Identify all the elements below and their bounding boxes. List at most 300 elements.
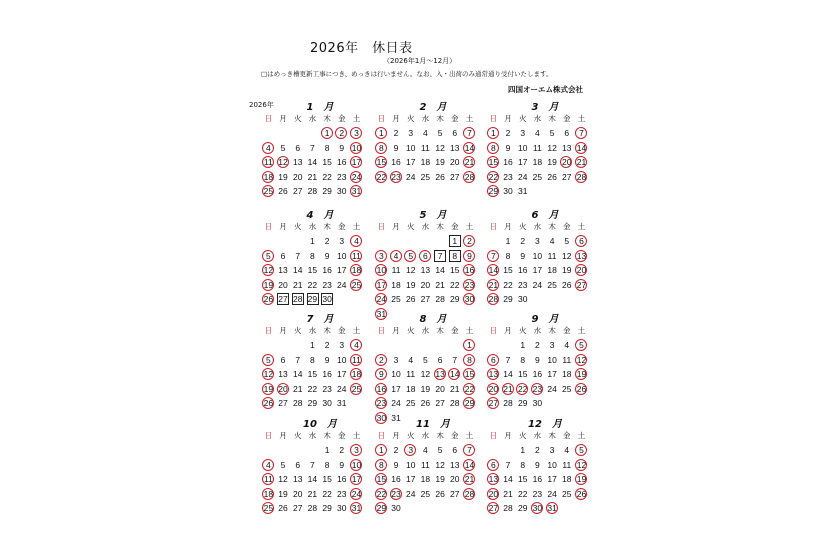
day-cell: 12: [278, 474, 288, 485]
holiday-day: 1: [320, 126, 335, 140]
day-cell: 25: [562, 383, 572, 394]
empty-day: [276, 126, 291, 140]
month-suffix: 月: [548, 314, 559, 325]
day-cell: 10: [405, 459, 416, 470]
holiday-day: 25: [261, 501, 276, 515]
weekday-header: [261, 112, 373, 126]
weekday-label: 土: [465, 222, 474, 231]
weekday-header: [374, 324, 486, 338]
day-cell: 18: [420, 474, 431, 485]
month-suffix: 月: [326, 419, 337, 430]
holiday-day: 5: [574, 443, 589, 457]
weekday-label: 火: [518, 431, 527, 440]
day-cell: 24: [337, 279, 347, 290]
day-cell: 22: [503, 279, 513, 290]
week-row: [374, 353, 486, 368]
empty-day: [290, 443, 305, 457]
day-cell: 15: [450, 265, 460, 276]
day-cell: 17: [405, 474, 416, 485]
weekday-label: 水: [533, 431, 542, 440]
weekday-label: 金: [563, 431, 571, 440]
day-cell: 2: [324, 236, 330, 246]
day-cell: 31: [337, 398, 347, 409]
day-cell: 28: [307, 503, 318, 514]
day-cell: 29: [517, 398, 528, 409]
day-cell: 2: [393, 445, 399, 455]
day-cell: 8: [310, 250, 315, 261]
day-cell: 22: [307, 383, 318, 394]
weekday-label: 火: [518, 326, 527, 335]
holiday-day: 5: [261, 249, 276, 263]
day-cell: 16: [322, 265, 332, 276]
month-7: [261, 310, 373, 411]
holiday-day: 3: [349, 443, 364, 457]
holiday-day: 11: [349, 353, 364, 367]
day-cell: 22: [517, 488, 528, 499]
day-cell: 25: [562, 488, 572, 499]
day-cell: 15: [307, 265, 318, 276]
weekday-label: 金: [563, 114, 571, 123]
day-cell: 22: [322, 171, 332, 182]
week-row: [374, 487, 486, 502]
day-cell: 5: [437, 128, 443, 138]
holiday-day: 7: [462, 443, 477, 457]
holiday-day: 4: [389, 249, 404, 263]
month-title: [267, 415, 373, 429]
day-cell: 8: [520, 354, 526, 365]
week-row: [486, 249, 598, 264]
holiday-day: 31: [349, 184, 364, 198]
day-cell: 4: [423, 445, 428, 455]
empty-day: [305, 443, 320, 457]
day-cell: 28: [292, 398, 303, 409]
month-title: [380, 415, 486, 429]
day-cell: 18: [562, 474, 572, 485]
holiday-day: 4: [349, 338, 364, 352]
holiday-day: 29: [374, 501, 389, 515]
weekday-label: 木: [323, 114, 331, 123]
holiday-day: 6: [574, 234, 589, 248]
week-row: [486, 263, 598, 278]
day-cell: 13: [450, 142, 460, 153]
month-number: 4: [306, 210, 314, 221]
day-cell: 23: [322, 383, 332, 394]
month-number: 5: [419, 210, 427, 221]
day-cell: 19: [278, 171, 288, 182]
month-number: 8: [419, 314, 427, 325]
month-10: [261, 415, 373, 516]
weekday-label: 月: [392, 431, 400, 440]
day-cell: 17: [547, 369, 557, 380]
holiday-day: 14: [447, 367, 462, 381]
holiday-day: 12: [574, 458, 589, 472]
month-title: [267, 206, 373, 220]
holiday-day: 23: [389, 170, 404, 184]
day-cell: 23: [532, 488, 543, 499]
empty-day: [261, 234, 276, 248]
day-cell: 21: [292, 383, 303, 394]
weekday-header: [374, 429, 486, 443]
day-cell: 21: [450, 383, 460, 394]
weekday-label: 火: [518, 222, 527, 231]
day-cell: 27: [562, 171, 572, 182]
day-cell: 10: [532, 250, 543, 261]
holiday-day: 18: [261, 170, 276, 184]
holiday-day: 28: [574, 170, 589, 184]
holiday-day: 23: [530, 382, 545, 396]
holiday-day: 28: [486, 292, 501, 306]
shutdown-day: 27: [276, 292, 291, 306]
holiday-day: 17: [349, 472, 364, 486]
holiday-day: 19: [574, 472, 589, 486]
day-cell: 23: [517, 279, 528, 290]
week-row: [486, 501, 598, 516]
day-cell: 7: [505, 354, 511, 365]
weekday-label: 火: [406, 431, 415, 440]
week-row: [261, 353, 373, 368]
empty-day: [403, 234, 418, 248]
holiday-day: 27: [486, 501, 501, 515]
day-cell: 15: [503, 265, 513, 276]
day-cell: 9: [324, 250, 330, 261]
empty-day: [418, 338, 433, 352]
holiday-day: 11: [349, 249, 364, 263]
month-suffix: 月: [551, 419, 562, 430]
month-title: [380, 310, 486, 324]
day-cell: 7: [310, 142, 315, 153]
month-suffix: 月: [436, 102, 447, 113]
holiday-day: 26: [574, 382, 589, 396]
day-cell: 25: [420, 171, 431, 182]
weekday-label: 日: [377, 326, 386, 335]
week-row: [374, 170, 486, 185]
week-row: [374, 338, 486, 353]
empty-day: [261, 338, 276, 352]
empty-day: [374, 234, 389, 248]
period-subtitle: （2026年1月～12月）: [383, 57, 457, 65]
day-cell: 11: [532, 142, 542, 153]
holiday-day: 19: [261, 382, 276, 396]
day-cell: 2: [505, 128, 511, 138]
month-1: [261, 98, 373, 199]
month-5: [374, 206, 486, 322]
week-row: [486, 382, 598, 397]
week-row: [261, 396, 373, 411]
week-row: [261, 338, 373, 353]
holiday-day: 18: [349, 263, 364, 277]
week-row: [374, 382, 486, 397]
day-cell: 14: [292, 369, 303, 380]
week-row: [261, 443, 373, 458]
holiday-day: 4: [261, 458, 276, 472]
day-cell: 7: [310, 459, 315, 470]
holiday-day: 22: [486, 170, 501, 184]
holiday-day: 2: [334, 126, 349, 140]
day-cell: 21: [435, 279, 445, 290]
month-4: [261, 206, 373, 307]
weekday-label: 土: [577, 326, 586, 335]
holiday-day: 10: [349, 458, 364, 472]
day-cell: 22: [450, 279, 460, 290]
day-cell: 17: [517, 157, 528, 168]
weekday-label: 土: [352, 114, 361, 123]
day-cell: 14: [435, 265, 445, 276]
day-cell: 2: [520, 236, 526, 246]
day-cell: 18: [420, 157, 431, 168]
empty-day: [290, 338, 305, 352]
weekday-label: 月: [279, 431, 287, 440]
day-cell: 24: [547, 488, 557, 499]
weekday-label: 月: [279, 326, 287, 335]
holiday-day: 5: [574, 338, 589, 352]
day-cell: 22: [307, 279, 318, 290]
weekday-label: 金: [451, 222, 459, 231]
day-cell: 27: [292, 503, 303, 514]
holiday-day: 24: [374, 292, 389, 306]
day-cell: 5: [564, 236, 570, 246]
holiday-day: 21: [486, 278, 501, 292]
day-cell: 9: [339, 142, 345, 153]
day-cell: 28: [503, 398, 513, 409]
week-row: [261, 458, 373, 473]
week-row: [374, 458, 486, 473]
day-cell: 3: [549, 340, 555, 350]
holiday-day: 4: [349, 234, 364, 248]
day-cell: 21: [307, 488, 318, 499]
week-row: [374, 278, 486, 293]
month-number: 11: [416, 419, 430, 430]
empty-day: [486, 338, 501, 352]
week-row: [374, 292, 486, 307]
weekday-label: 月: [504, 114, 512, 123]
weekday-label: 火: [293, 431, 302, 440]
day-cell: 27: [450, 171, 460, 182]
holiday-day: 28: [462, 487, 477, 501]
day-cell: 15: [322, 157, 332, 168]
maintenance-note: □はめっき槽更新工事につき、めっきは行いません。なお、入・出荷のみ通常通り受付いたします。: [261, 70, 553, 78]
day-cell: 18: [562, 369, 572, 380]
weekday-label: 日: [377, 431, 386, 440]
empty-day: [501, 338, 516, 352]
weekday-label: 水: [308, 431, 317, 440]
day-cell: 24: [517, 171, 528, 182]
day-cell: 31: [517, 186, 528, 197]
holiday-day: 31: [349, 501, 364, 515]
weekday-label: 木: [436, 222, 444, 231]
day-cell: 9: [505, 142, 511, 153]
day-cell: 6: [280, 354, 286, 365]
day-cell: 1: [505, 236, 511, 246]
day-cell: 23: [503, 171, 513, 182]
day-cell: 24: [405, 488, 416, 499]
day-cell: 7: [452, 354, 458, 365]
holiday-day: 25: [261, 184, 276, 198]
weekday-label: 月: [392, 326, 400, 335]
holiday-day: 24: [349, 487, 364, 501]
day-cell: 27: [450, 488, 460, 499]
day-cell: 24: [337, 383, 347, 394]
day-cell: 10: [547, 459, 557, 470]
day-cell: 1: [310, 340, 315, 350]
shutdown-day: 1: [447, 234, 462, 248]
weekday-label: 火: [406, 114, 415, 123]
holiday-day: 15: [486, 155, 501, 169]
month-title: [492, 206, 598, 220]
weekday-label: 日: [377, 222, 386, 231]
day-cell: 14: [503, 369, 513, 380]
day-cell: 1: [520, 445, 526, 455]
week-row: [374, 234, 486, 249]
weekday-label: 金: [338, 114, 346, 123]
day-cell: 30: [337, 503, 347, 514]
day-cell: 14: [503, 474, 513, 485]
holiday-day: 30: [530, 501, 545, 515]
weekday-header: [261, 429, 373, 443]
weekday-label: 水: [421, 222, 430, 231]
weekday-label: 日: [489, 222, 498, 231]
weekday-label: 火: [293, 222, 302, 231]
weekday-header: [374, 112, 486, 126]
day-cell: 9: [393, 142, 399, 153]
day-cell: 24: [547, 383, 557, 394]
month-number: 2: [419, 102, 427, 113]
week-row: [374, 501, 486, 516]
holiday-day: 24: [349, 170, 364, 184]
day-cell: 11: [562, 459, 572, 470]
holiday-day: 14: [574, 141, 589, 155]
day-cell: 17: [547, 474, 557, 485]
holiday-day: 18: [261, 487, 276, 501]
day-cell: 15: [517, 369, 528, 380]
day-cell: 21: [503, 488, 513, 499]
month-12: [486, 415, 598, 516]
holiday-day: 26: [574, 487, 589, 501]
day-cell: 16: [391, 474, 401, 485]
day-cell: 12: [562, 250, 572, 261]
company-name: 四国オーエム株式会社: [508, 85, 583, 94]
holiday-day: 18: [349, 367, 364, 381]
month-title: [380, 206, 486, 220]
weekday-label: 土: [465, 431, 474, 440]
month-number: 12: [528, 419, 542, 430]
weekday-label: 土: [352, 222, 361, 231]
weekday-label: 金: [563, 222, 571, 231]
week-row: [486, 155, 598, 170]
day-cell: 17: [391, 383, 401, 394]
day-cell: 28: [435, 294, 445, 305]
holiday-day: 11: [261, 472, 276, 486]
empty-day: [276, 443, 291, 457]
day-cell: 9: [520, 250, 526, 261]
day-cell: 4: [408, 354, 414, 365]
month-number: 9: [531, 314, 539, 325]
month-suffix: 月: [548, 210, 559, 221]
day-cell: 8: [505, 250, 511, 261]
day-cell: 3: [339, 236, 345, 246]
week-row: [261, 278, 373, 293]
holiday-day: 22: [374, 487, 389, 501]
day-cell: 29: [322, 186, 332, 197]
day-cell: 11: [391, 265, 401, 276]
week-row: [486, 396, 598, 411]
holiday-day: 14: [462, 141, 477, 155]
day-cell: 28: [307, 186, 318, 197]
month-suffix: 月: [323, 210, 334, 221]
year-label: 2026年: [249, 101, 274, 109]
holiday-day: 19: [261, 278, 276, 292]
month-number: 7: [306, 314, 314, 325]
day-cell: 30: [503, 186, 513, 197]
weekday-label: 水: [308, 326, 317, 335]
day-cell: 13: [450, 459, 460, 470]
day-cell: 1: [324, 445, 330, 455]
week-row: [261, 292, 373, 307]
weekday-label: 木: [548, 114, 556, 123]
weekday-label: 日: [489, 431, 498, 440]
day-cell: 6: [280, 250, 286, 261]
day-cell: 20: [450, 157, 460, 168]
holiday-day: 12: [276, 155, 291, 169]
day-cell: 14: [292, 265, 303, 276]
shutdown-day: 7: [433, 249, 448, 263]
day-cell: 12: [435, 459, 445, 470]
day-cell: 29: [450, 294, 460, 305]
day-cell: 29: [517, 503, 528, 514]
month-number: 1: [306, 102, 314, 113]
weekday-label: 金: [338, 431, 346, 440]
holiday-day: 3: [403, 443, 418, 457]
day-cell: 5: [437, 445, 443, 455]
weekday-label: 月: [392, 222, 400, 231]
day-cell: 31: [391, 412, 401, 423]
month-6: [486, 206, 598, 307]
holiday-day: 14: [462, 458, 477, 472]
day-cell: 19: [278, 488, 288, 499]
holiday-day: 27: [486, 396, 501, 410]
day-cell: 4: [564, 340, 570, 350]
month-title: [492, 415, 598, 429]
day-cell: 11: [547, 250, 557, 261]
weekday-label: 水: [421, 431, 430, 440]
day-cell: 25: [532, 171, 543, 182]
holiday-day: 25: [349, 382, 364, 396]
day-cell: 27: [420, 294, 431, 305]
weekday-header: [261, 220, 373, 234]
day-cell: 13: [278, 369, 288, 380]
holiday-day: 17: [349, 155, 364, 169]
holiday-day: 7: [486, 249, 501, 263]
holiday-day: 1: [374, 126, 389, 140]
day-cell: 26: [547, 171, 557, 182]
weekday-label: 土: [352, 326, 361, 335]
holiday-day: 15: [374, 472, 389, 486]
day-cell: 9: [535, 354, 540, 365]
day-cell: 18: [547, 265, 557, 276]
holiday-day: 20: [276, 382, 291, 396]
week-row: [374, 126, 486, 141]
day-cell: 6: [437, 354, 443, 365]
holiday-day: 9: [374, 367, 389, 381]
month-3: [486, 98, 598, 199]
week-row: [374, 367, 486, 382]
weekday-label: 金: [563, 326, 571, 335]
holiday-day: 19: [574, 367, 589, 381]
weekday-label: 日: [264, 222, 273, 231]
week-row: [261, 184, 373, 199]
day-cell: 5: [423, 354, 428, 365]
week-row: [261, 501, 373, 516]
week-row: [261, 472, 373, 487]
